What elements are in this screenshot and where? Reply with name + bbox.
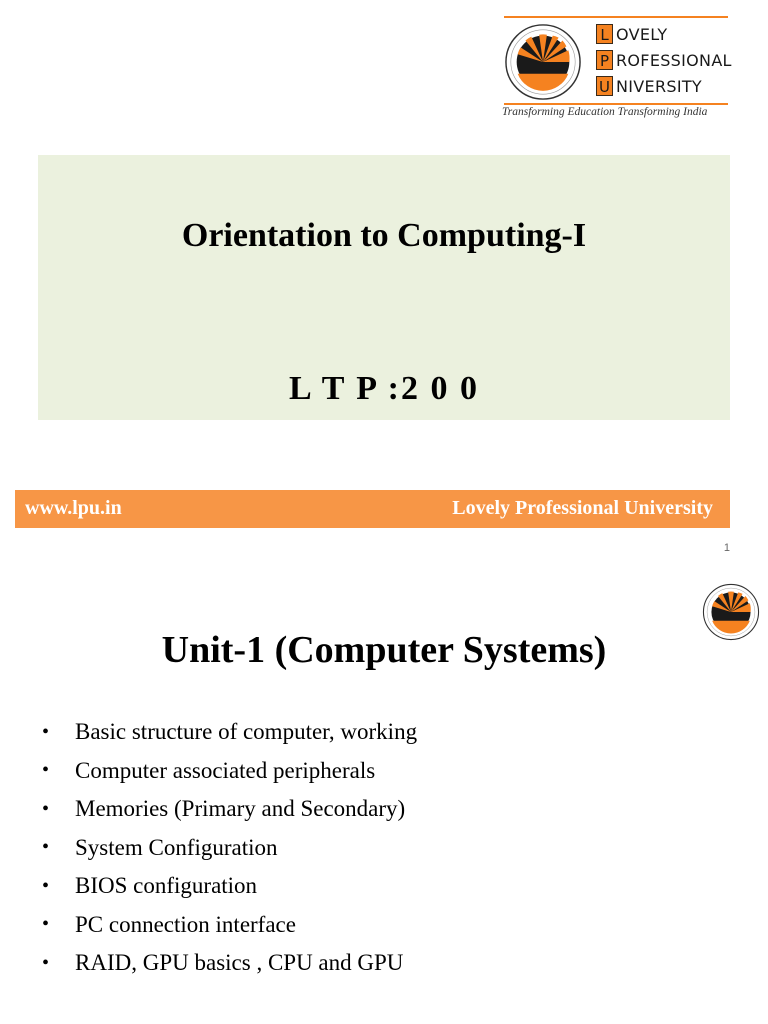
wordmark-line-professional: P ROFESSIONAL [596, 48, 732, 72]
logo-top-rule [504, 16, 728, 18]
list-item-text: BIOS configuration [75, 873, 258, 899]
list-item-text: RAID, GPU basics , CPU and GPU [75, 950, 404, 976]
bullet-icon: • [42, 759, 50, 782]
list-item-text: PC connection interface [75, 911, 296, 937]
logo-tagline: Transforming Education Transforming India [502, 106, 708, 118]
footer-bar [15, 490, 730, 528]
list-item-text: Computer associated peripherals [75, 757, 376, 783]
footer-url: www.lpu.in [25, 497, 122, 519]
bullet-icon: • [42, 836, 50, 859]
list-item [42, 790, 682, 829]
unit-title: Unit-1 (Computer Systems) [161, 629, 607, 671]
bullet-icon: • [42, 720, 50, 743]
list-item [42, 752, 682, 791]
footer-university: Lovely Professional University [452, 497, 713, 519]
lpu-wordmark [596, 22, 730, 102]
bullet-icon: • [42, 797, 50, 820]
list-item [42, 867, 682, 906]
list-item [42, 906, 682, 945]
ltp-credits: L T P :2 0 0 [289, 370, 479, 407]
list-item [42, 829, 682, 868]
topic-list [42, 713, 682, 983]
wordmark-line-university: U NIVERSITY [596, 74, 702, 98]
lpu-seal-icon [504, 23, 582, 101]
list-item-text: Memories (Primary and Secondary) [75, 796, 406, 822]
bullet-icon: • [42, 874, 50, 897]
bullet-icon: • [42, 951, 50, 974]
list-item-text: Basic structure of computer, working [75, 719, 418, 745]
logo-bottom-rule [504, 103, 728, 105]
list-item [42, 713, 682, 752]
course-title: Orientation to Computing-I [181, 217, 587, 254]
slide-number: 1 [723, 542, 730, 554]
bullet-icon: • [42, 913, 50, 936]
title-box [38, 155, 730, 420]
wordmark-line-lovely: L OVELY [596, 22, 667, 46]
list-item-text: System Configuration [75, 834, 278, 860]
lpu-logo [500, 14, 730, 126]
list-item [42, 944, 682, 983]
